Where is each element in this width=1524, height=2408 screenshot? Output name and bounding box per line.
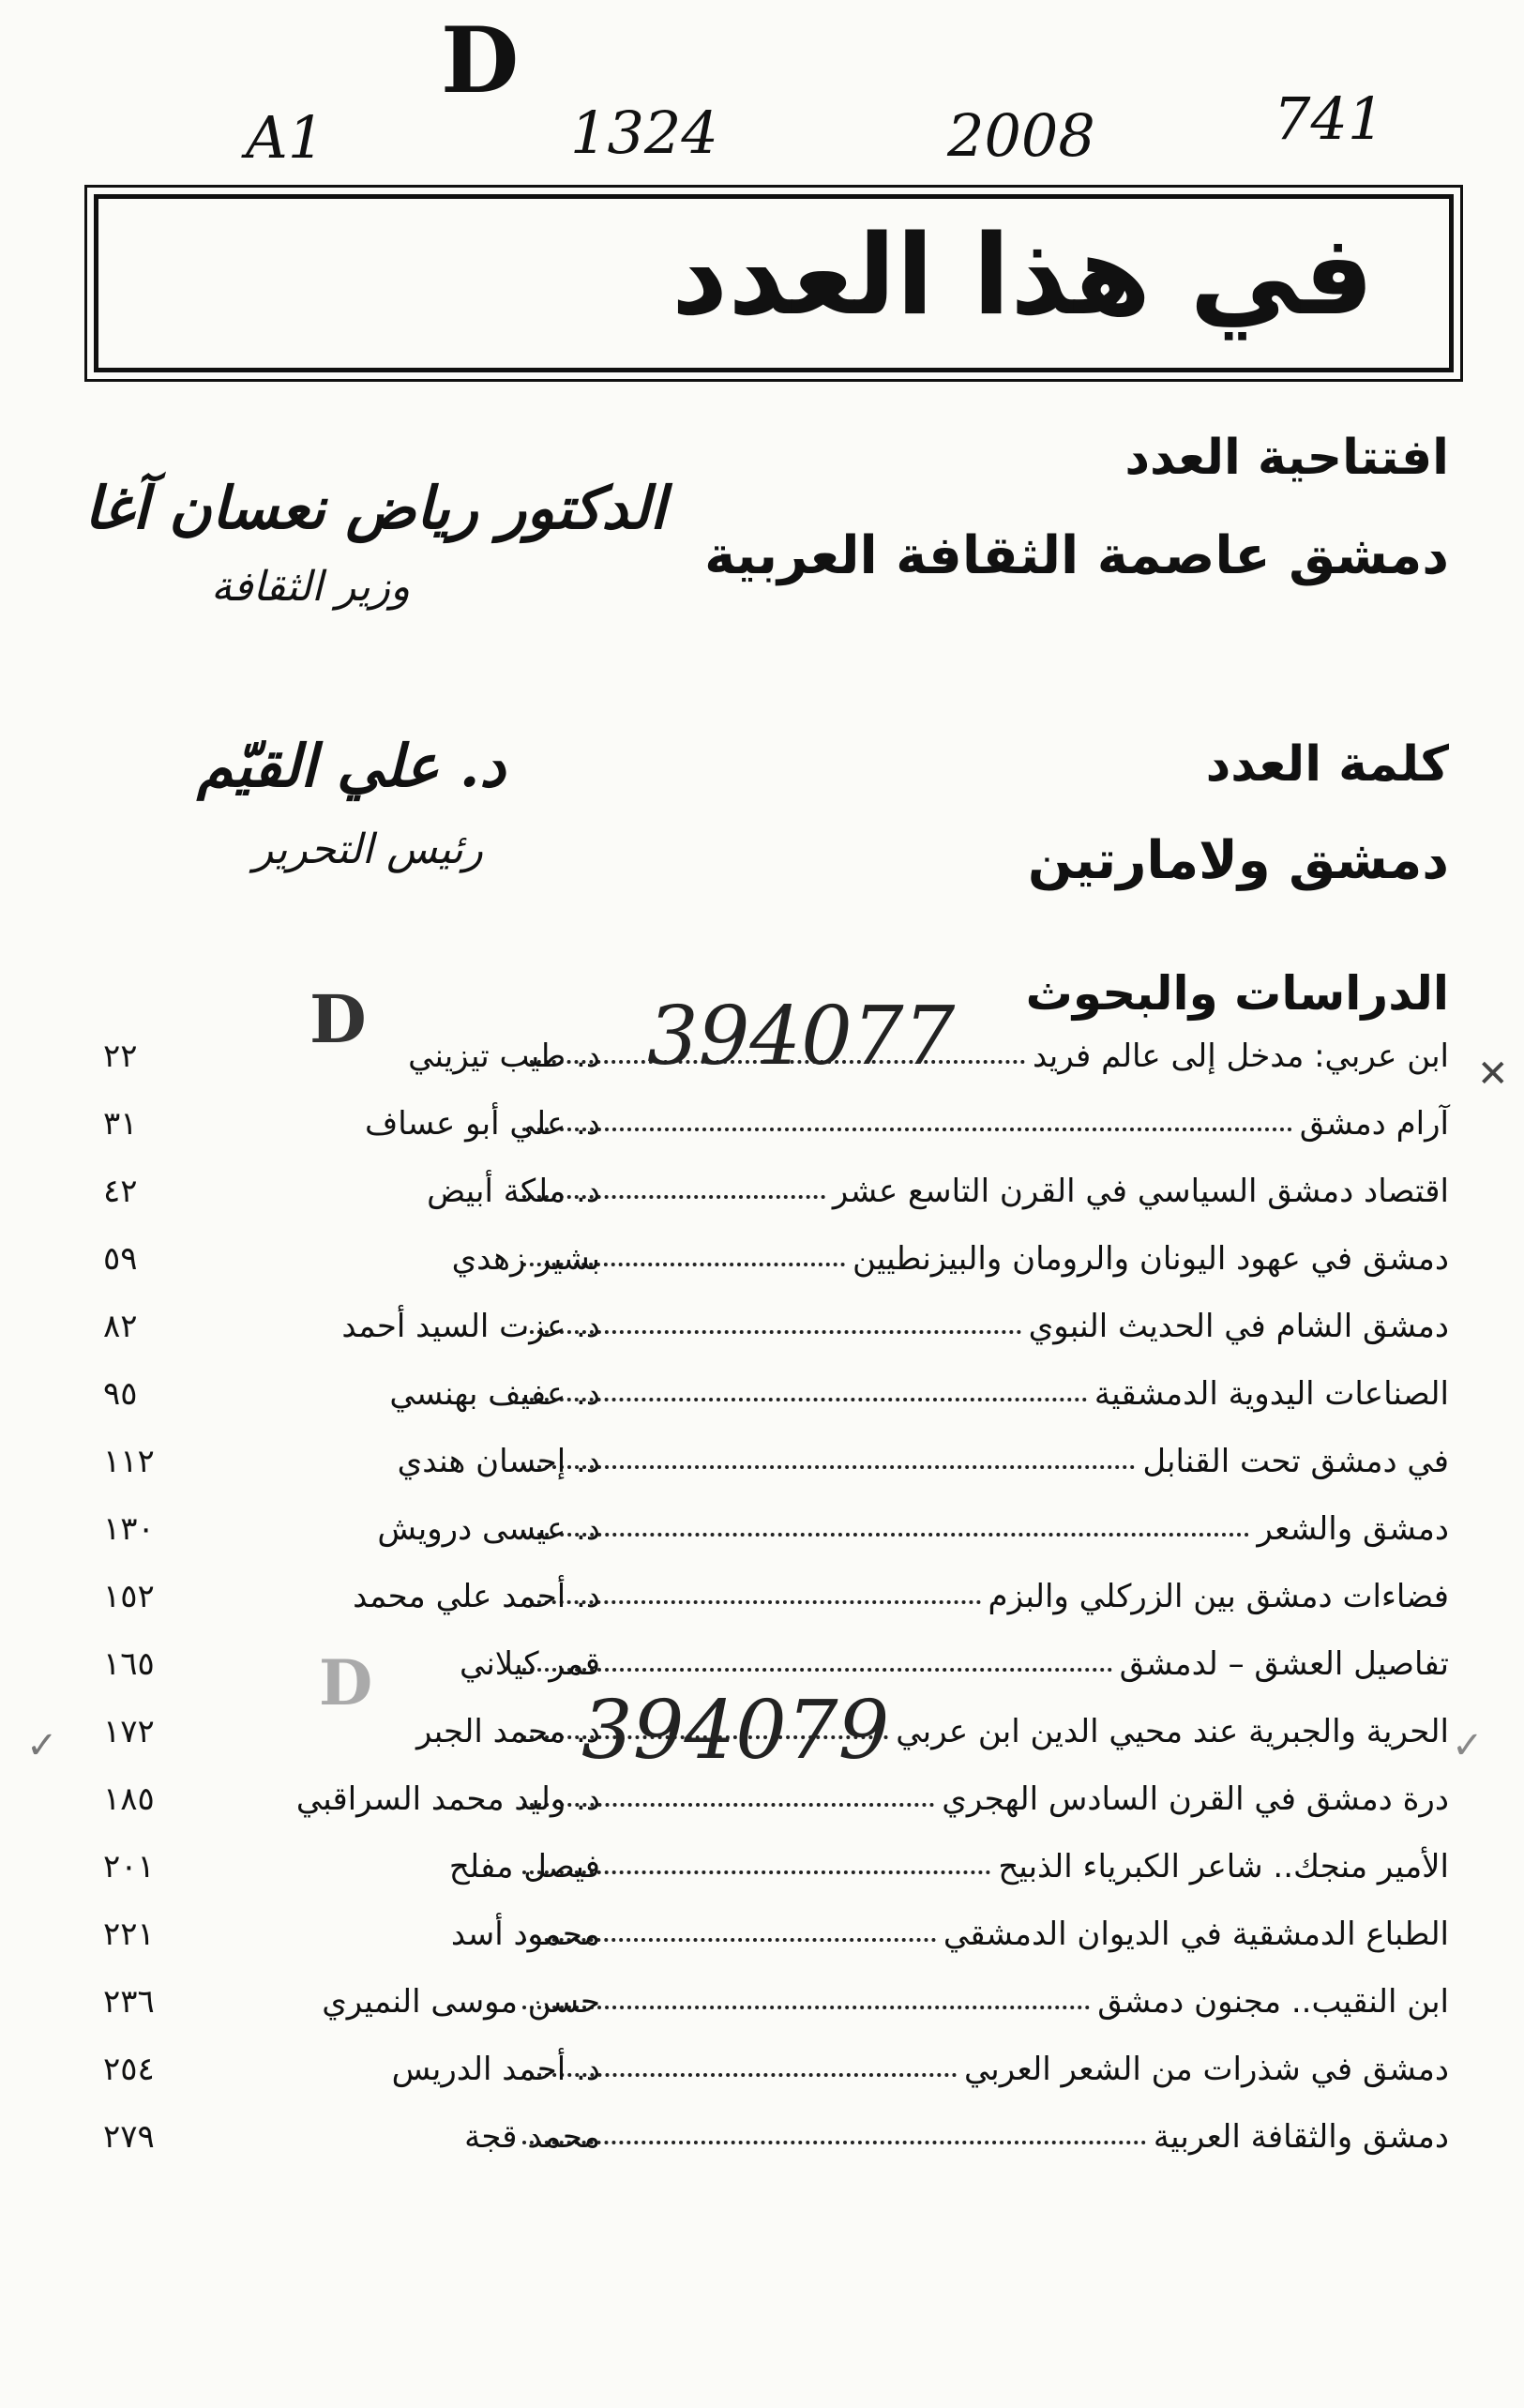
toc-row (0, 1505, 1524, 1561)
toc-page: ٢٠١ (103, 1848, 155, 1886)
toc-page: ٨٢ (103, 1308, 138, 1345)
toc-title: الحرية والجبرية عند محيي الدين ابن عربي (896, 1713, 1449, 1750)
toc-author: د. إحسان هندي (397, 1443, 600, 1480)
dot-leader (522, 1465, 1135, 1469)
toc-title: ابن النقيب.. مجنون دمشق (1097, 1983, 1449, 2021)
dot-leader (522, 1128, 1292, 1131)
toc-page: ١٦٥ (103, 1645, 155, 1683)
dot-leader (522, 2006, 1090, 2009)
dot-leader (522, 1398, 1087, 1401)
pen-x-mark: ✕ (1477, 1053, 1509, 1096)
toc-author: د. محمد الجبر (416, 1713, 600, 1750)
editorial-title: دمشق ولامارتين (1027, 830, 1449, 891)
toc-row (0, 1707, 1524, 1764)
handwritten-year: 2008 (947, 101, 1095, 170)
toc-row (0, 1302, 1524, 1358)
toc-row (0, 1032, 1524, 1088)
editorial-author-role: رئيس التحرير (253, 825, 483, 873)
banner-title: في هذا العدد (671, 210, 1374, 340)
handwritten-mark-right: 741 (1274, 84, 1385, 153)
toc-author: د. عفيف بهنسي (389, 1375, 600, 1413)
toc-row (0, 1572, 1524, 1628)
toc-author: بشير زهدي (451, 1240, 600, 1278)
toc-title: دمشق الشام في الحديث النبوي (1028, 1308, 1449, 1345)
toc-row (0, 1910, 1524, 1966)
toc-page: ١٨٥ (103, 1780, 155, 1818)
toc-page: ٢٢ (103, 1037, 138, 1075)
small-stamp-d: D (309, 980, 367, 1058)
pen-check-mark-left: ✓ (26, 1724, 58, 1767)
toc-page: ١٣٠ (103, 1510, 155, 1548)
faint-stamp-d: D (319, 1646, 373, 1719)
toc-title: تفاصيل العشق – لدمشق (1119, 1645, 1449, 1683)
toc-title: في دمشق تحت القنابل (1142, 1443, 1449, 1480)
handwritten-accession-number-2: 394079 (581, 1684, 890, 1778)
dot-leader (522, 1668, 1112, 1672)
toc-author: د. طيب تيزيني (408, 1037, 600, 1075)
toc-row (0, 1099, 1524, 1156)
toc-author: د. علي أبو عساف (365, 1105, 600, 1143)
title-banner (94, 194, 1454, 372)
toc-author: فيصل مفلح (448, 1848, 600, 1886)
editorial-label: كلمة العدد (1205, 736, 1449, 793)
opening-author: الدكتور رياض نعسان آغا (84, 474, 667, 542)
toc-title: فضاءات دمشق بين الزركلي والبزم (988, 1578, 1449, 1615)
toc-page: ٣١ (103, 1105, 138, 1143)
toc-page: ١١٢ (103, 1443, 155, 1480)
toc-row (0, 1842, 1524, 1899)
toc-author: د. ملكة أبيض (427, 1173, 600, 1210)
toc-page: ١٧٢ (103, 1713, 155, 1750)
toc-author: محمد قجة (464, 2118, 600, 2156)
toc-title: دمشق والشعر (1257, 1510, 1449, 1548)
toc-title: دمشق والثقافة العربية (1153, 2118, 1449, 2156)
toc-title: آرام دمشق (1299, 1105, 1449, 1143)
toc-title: دمشق في شذرات من الشعر العربي (963, 2051, 1449, 2088)
toc-page: ٩٥ (103, 1375, 138, 1413)
dot-leader (522, 2141, 1146, 2144)
toc-author: د. أحمد علي محمد (353, 1578, 600, 1615)
toc-title: درة دمشق في القرن السادس الهجري (942, 1780, 1449, 1818)
toc-title: دمشق في عهود اليونان والرومان والبيزنطيين (853, 1240, 1449, 1278)
toc-row (0, 2113, 1524, 2169)
handwritten-mark-left: A1 (246, 103, 325, 172)
toc-row (0, 1775, 1524, 1831)
toc-author: محمود أسد (450, 1916, 600, 1953)
toc-title: الصناعات اليدوية الدمشقية (1094, 1375, 1449, 1413)
toc-page: ٢٢١ (103, 1916, 155, 1953)
toc-page: ٤٢ (103, 1173, 138, 1210)
toc-page: ٥٩ (103, 1240, 138, 1278)
toc-page: ٢٣٦ (103, 1983, 155, 2021)
toc-row (0, 1640, 1524, 1696)
toc-row (0, 1167, 1524, 1223)
toc-title: الأمير منجك.. شاعر الكبرياء الذبيح (998, 1848, 1449, 1886)
toc-title: الطباع الدمشقية في الديوان الدمشقي (943, 1916, 1449, 1953)
toc-title: اقتصاد دمشق السياسي في القرن التاسع عشر (832, 1173, 1449, 1210)
toc-page: ٢٥٤ (103, 2051, 155, 2088)
pen-check-mark-right: ✓ (1452, 1724, 1484, 1767)
toc-author: د. أحمد الدريس (391, 2051, 600, 2088)
toc-title: ابن عربي: مدخل إلى عالم فريد (1032, 1037, 1449, 1075)
toc-author: د. وليد محمد السراقبي (295, 1780, 600, 1818)
opening-title: دمشق عاصمة الثقافة العربية (704, 525, 1449, 586)
toc-page: ١٥٢ (103, 1578, 155, 1615)
opening-author-role: وزير الثقافة (211, 563, 411, 611)
toc-author: د. عيسى درويش (377, 1510, 600, 1548)
toc-author: د. عزت السيد أحمد (341, 1308, 600, 1345)
studies-heading: الدراسات والبحوث (1025, 966, 1449, 1021)
toc-author: قمر كيلاني (459, 1645, 600, 1683)
toc-row (0, 1370, 1524, 1426)
handwritten-mark-number: 1324 (570, 98, 718, 167)
toc-row (0, 1234, 1524, 1291)
toc-row (0, 1437, 1524, 1493)
handwritten-accession-number: 394077 (647, 990, 956, 1083)
toc-row (0, 1977, 1524, 2034)
library-stamp-d: D (441, 8, 520, 114)
toc-author: حسن موسى النميري (322, 1983, 600, 2021)
dot-leader (522, 1533, 1249, 1537)
toc-row (0, 2045, 1524, 2101)
opening-label: افتتاحية العدد (1124, 430, 1449, 486)
editorial-author: د. علي القيّم (197, 732, 506, 800)
toc-page: ٢٧٩ (103, 2118, 155, 2156)
